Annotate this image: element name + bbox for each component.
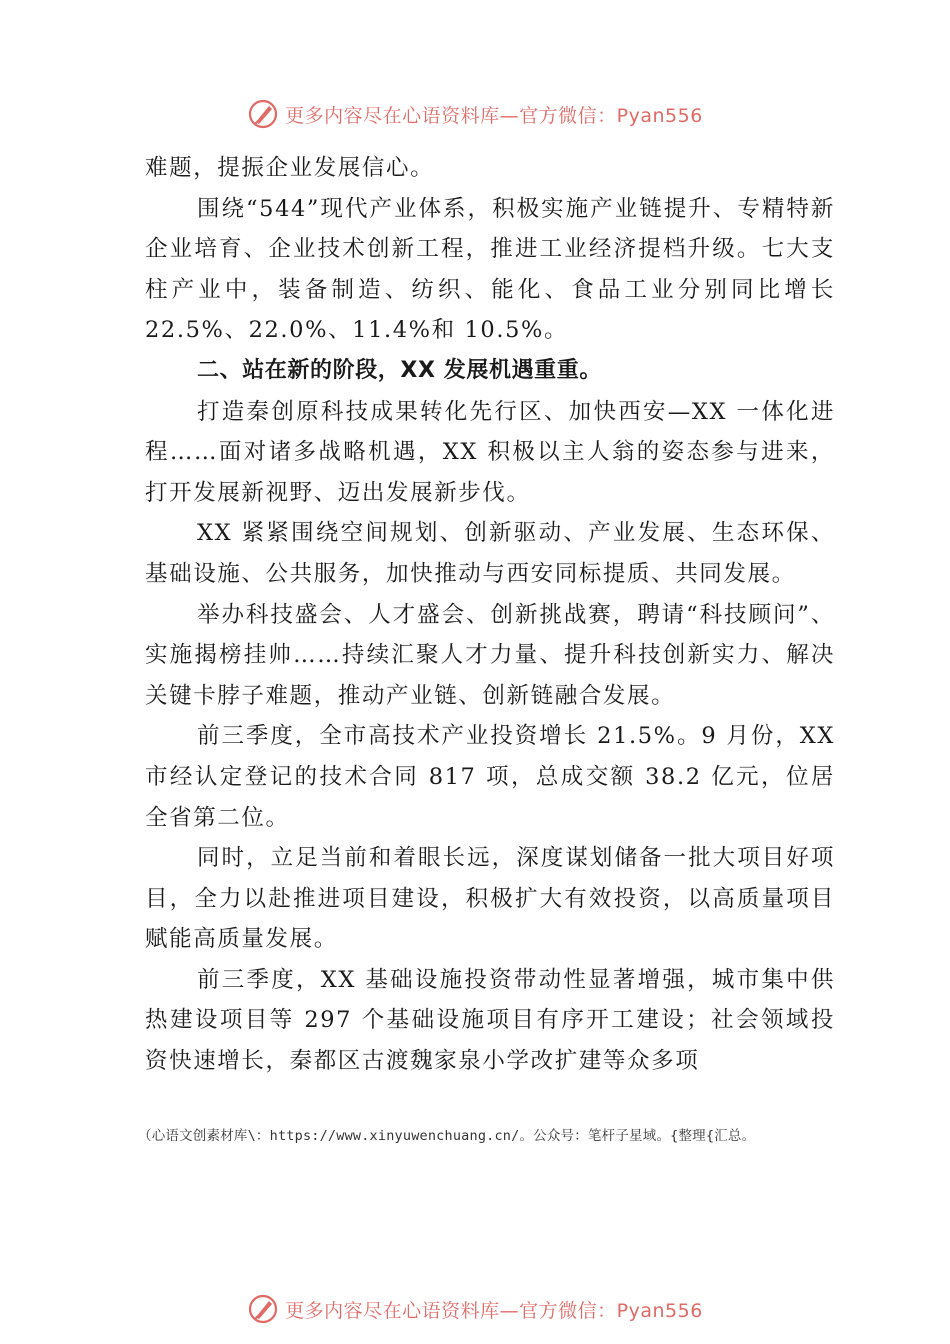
paragraph: 前三季度，全市高技术产业投资增长 21.5%。9 月份，XX 市经认定登记的技术合同 817 项，总成交额 38.2 亿元，位居全省第二位。 — [145, 723, 835, 831]
feather-pen-circle-icon — [247, 1293, 279, 1325]
source-footnote: （心语文创素材库\：https://www.xinyuwenchuang.cn/。公众号：笔杆子星域。{整理{汇总。 — [138, 1128, 756, 1144]
section-heading: 二、站在新的阶段，XX 发展机遇重重。 — [197, 357, 602, 383]
paragraph: 围绕“544”现代产业体系，积极实施产业链提升、专精特新企业培育、企业技术创新工程，推进工业经济提档升级。七大支柱产业中，装备制造、纺织、能化、食品工业分别同比增长 22.5%、22.0%、11.4%和 10.5%。 — [145, 195, 835, 344]
paragraph: 难题，提振企业发展信心。 — [145, 155, 435, 181]
top-banner — [0, 94, 950, 134]
paragraph: 同时，立足当前和着眼长远，深度谋划储备一批大项目好项目，全力以赴推进项目建设，积极扩大有效投资，以高质量项目赋能高质量发展。 — [145, 845, 835, 953]
paragraph: 打造秦创原科技成果转化先行区、加快西安—XX 一体化进程……面对诸多战略机遇，XX 积极以主人翁的姿态参与进来，打开发展新视野、迈出发展新步伐。 — [145, 398, 835, 506]
paragraph: 举办科技盛会、人才盛会、创新挑战赛，聘请“科技顾问”、实施揭榜挂帅……持续汇聚人才力量、提升科技创新实力、解决关键卡脖子难题，推动产业链、创新链融合发展。 — [145, 601, 835, 709]
paragraph: XX 紧紧围绕空间规划、创新驱动、产业发展、生态环保、基础设施、公共服务，加快推动与西安同标提质、共同发展。 — [145, 520, 835, 587]
bottom-banner — [0, 1289, 950, 1329]
feather-pen-circle-icon — [247, 98, 279, 130]
banner-text: 更多内容尽在心语资料库—官方微信：Pyan556 — [285, 104, 703, 127]
banner-text: 更多内容尽在心语资料库—官方微信：Pyan556 — [285, 1299, 703, 1322]
paragraph: 前三季度，XX 基础设施投资带动性显著增强，城市集中供热建设项目等 297 个基础设施项目有序开工建设；社会领域投资快速增长，秦都区古渡魏家泉小学改扩建等众多项 — [145, 966, 835, 1075]
document-body — [145, 148, 835, 1082]
